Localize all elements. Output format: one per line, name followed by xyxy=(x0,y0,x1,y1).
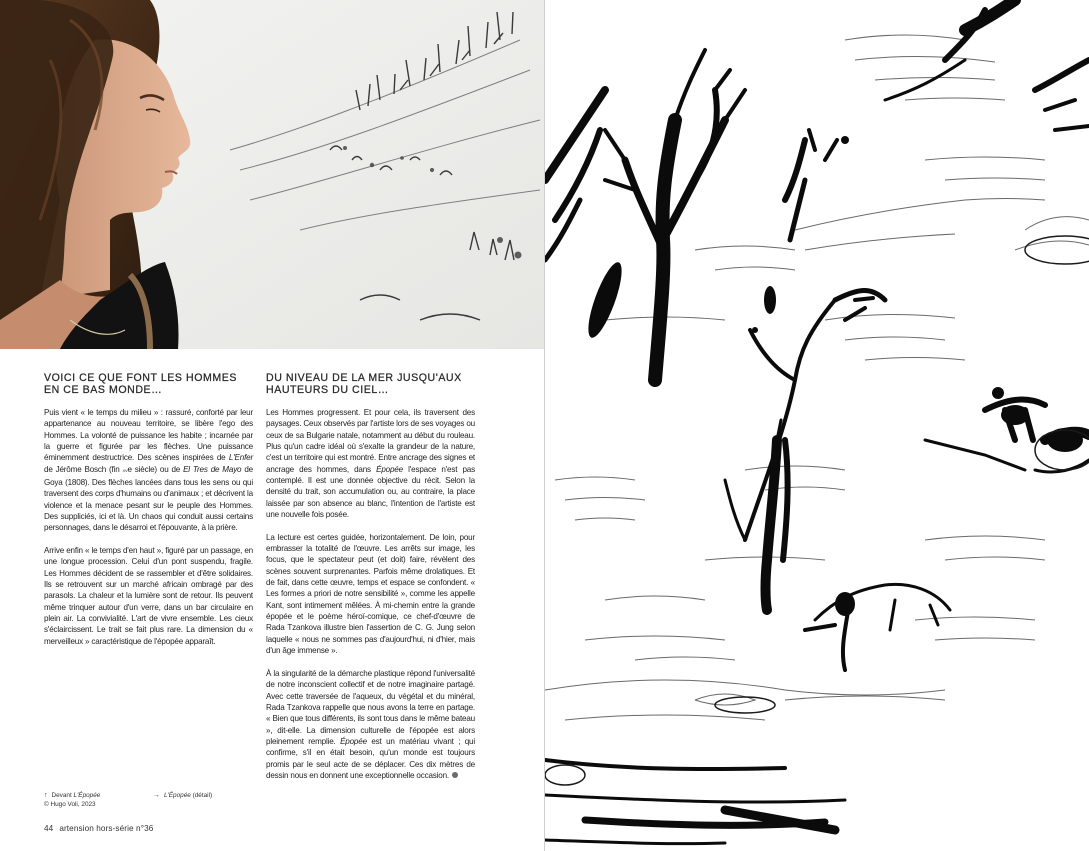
page-folio xyxy=(44,824,153,833)
paragraph: Arrive enfin « le temps d'en haut », figuré par un passage, en une longue procession. Celui d'un pont suspendu, fragile. Les Hommes décident de se rassembler et d'être solidaires. Ils se retrouvent sur un marché africain ombragé par des parasols. La chaleur et la lumière sont de retour. Ils peuvent même trinquer autour d'un verre, dans un bar circulaire en plein air. La convivialité. L'art de vivre ensemble. Les cieux s'éclaircissent. Le trait se fait plus rare. La dimension du « merveilleux » caractéristique de l'épopée apparaît. xyxy=(44,546,253,646)
left-page xyxy=(0,0,544,851)
section-heading-1: VOICI CE QUE FONT LES HOMMES EN CE BAS MONDE… xyxy=(44,372,237,396)
photo-caption: ↑ Devant L'Épopée © Hugo Voli, 2023 xyxy=(44,792,101,808)
end-mark-icon xyxy=(452,772,458,778)
page-number: 44 xyxy=(44,824,54,833)
paragraph: Les Hommes progressent. Et pour cela, ils traversent des paysages. Ceux observés par l'artiste lors de ses voyages ou ceux de sa Bulgarie natale, notamment au début du rouleau. Plus qu'un cadre idéal où s'exalte la grandeur de la nature, c'est un territoire qui est montré. Entre ancrage des signes et ancrage des hommes, dans Épopée l'espace n'est pas contemplé. Il est une donnée objective du récit. Selon la densité du trait, son accumulation ou, au contraire, la place laissée par son absence au blanc, l'intention de l'artiste est une nouvelle fois posée. xyxy=(266,408,475,520)
ink-drawing-detail xyxy=(545,0,1089,851)
paragraph: À la singularité de la démarche plastique répond l'universalité de notre inconscient collectif et de notre imaginaire partagé. Avec cette traversée de l'aqueux, du végétal et du minéral, Rada Tzankova rappelle que nous avons la terre en partage. « Bien que tous différents, ils sont tous dans le même bateau », dit-elle. La dimension culturelle de l'épopée est alors pleinement remplie. Épopée est un matériau vivant ; qui confirme, s'il en était besoin, qu'un monde est toujours promis par le seul acte de se déplacer. Ces dix mètres de dessin nous en donnent une exceptionnelle occasion. xyxy=(266,668,475,780)
detail-caption: → L'Épopée (détail) xyxy=(153,792,213,799)
text-column-2 xyxy=(266,372,475,793)
paragraph: Puis vient « le temps du milieu » : rassuré, conforté par leur appartenance au nouveau territoire, se libère l'ego des Hommes. La volonté de puissance les habite ; incarnée par la guerre et figurée par les flèches. Une puissance éminemment destructrice. Des scènes inspirées de L'Enfer de Jérôme Bosch (fin xve siècle) ou de El Tres de Mayo de Goya (1808). Des flèches lancées dans tous les sens ou qui traversent des corps d'humains ou d'animaux ; et décrivent la violence et la menace pesant sur le peuple des Hommes. Des suppliciés, ici et là. Un chaos qui conduit aussi certains personnages, dans le désarroi et l'épouvante, à la prière. xyxy=(44,408,253,533)
section-heading-2: DU NIVEAU DE LA MER JUSQU'AUX HAUTEURS DU CIEL… xyxy=(266,372,462,396)
paragraph: La lecture est certes guidée, horizontalement. De loin, pour embrasser la totalité de l'œuvre. Les arrêts sur image, les focus, que le spectateur peut (et doit) faire, révèlent des scènes souvent surprenantes. Parfois même drolatiques. Et de fait, dans cette œuvre, temps et espace se confondent. « Les formes a priori de notre sensibilité », comme les appelle Kant, sont intimement mêlées. À mi-chemin entre la grande épopée et le poème héroï-comique, ce chef-d'œuvre de Rada Tzankova illustre bien l'assertion de C. G. Jung selon laquelle « nous ne sommes pas d'aujourd'hui, ni d'hier, mais d'un âge immense ». xyxy=(266,532,475,656)
publication-name: artension hors-série n°36 xyxy=(59,824,154,833)
portrait-photo xyxy=(0,0,544,349)
text-column-1 xyxy=(44,372,253,658)
arrow-right-icon: → xyxy=(153,792,160,799)
arrow-up-icon: ↑ xyxy=(44,792,48,799)
